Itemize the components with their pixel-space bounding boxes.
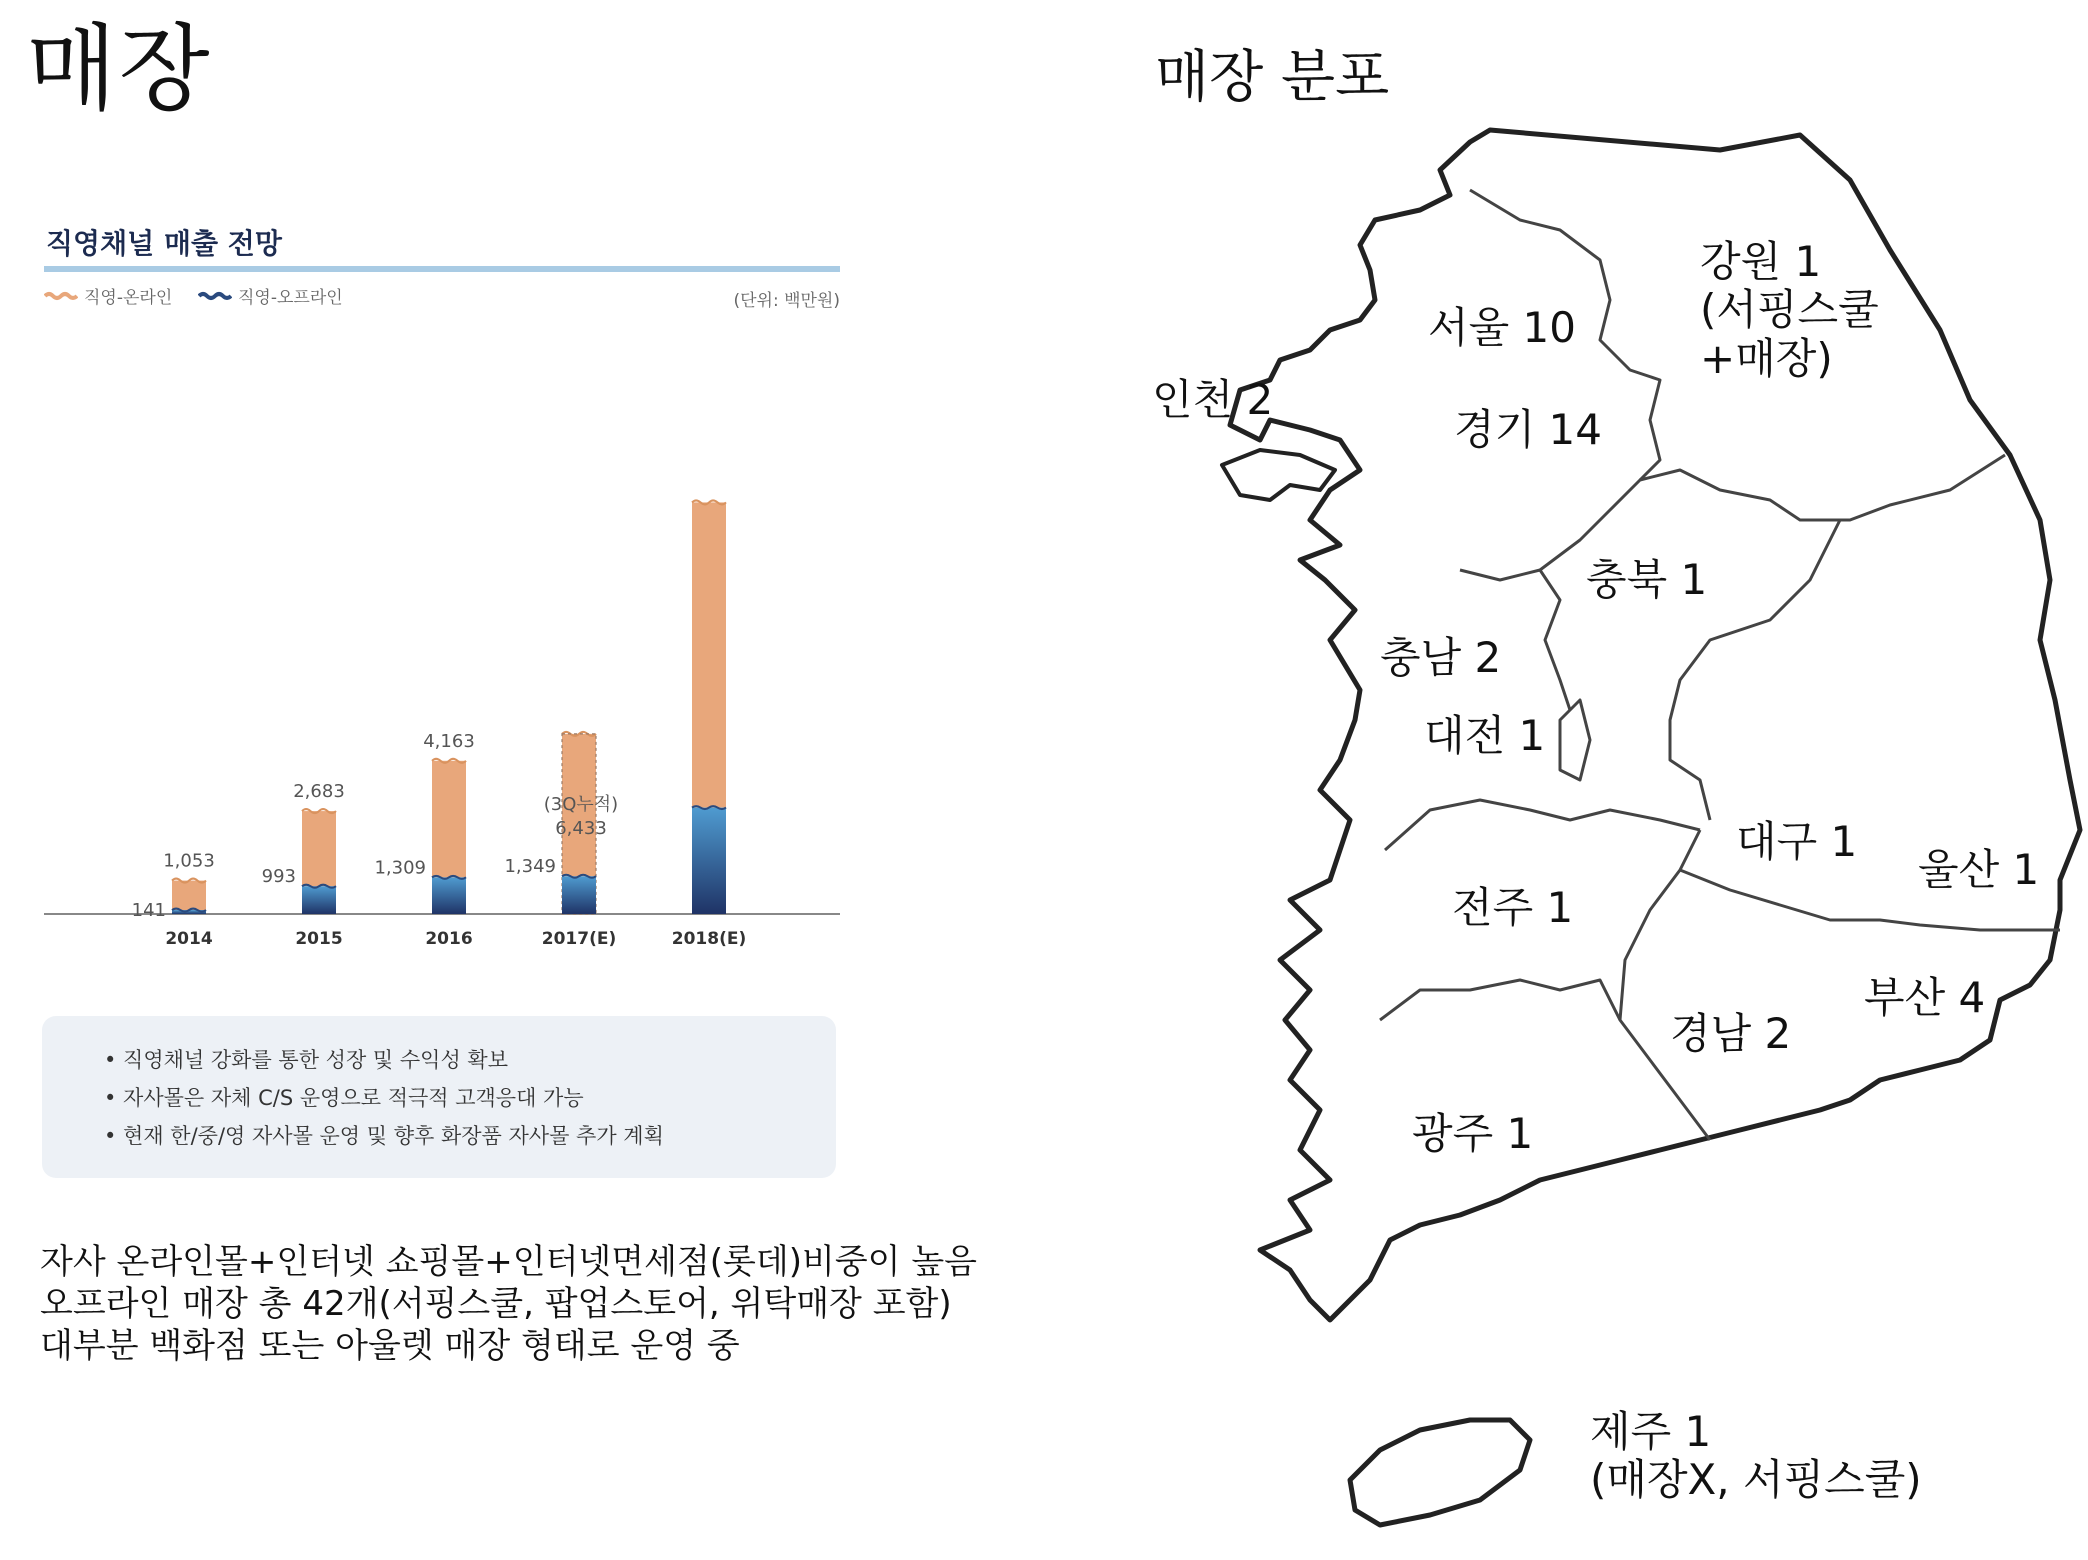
x-tick-label: 2016 xyxy=(425,929,473,949)
body-line: 대부분 백화점 또는 아울렛 매장 형태로 운영 중 xyxy=(40,1326,740,1366)
region-incheon: 인천 2 xyxy=(1152,375,1274,424)
data-label-online: 4,163 xyxy=(423,730,475,752)
data-label-offline: 1,309 xyxy=(374,857,426,879)
x-tick-label: 2015 xyxy=(295,929,343,949)
legend-online xyxy=(44,283,172,308)
legend-offline-swatch xyxy=(198,291,232,301)
region-seoul: 서울 10 xyxy=(1428,303,1576,352)
region-gyeonggi: 경기 14 xyxy=(1454,405,1602,454)
legend-online-swatch xyxy=(44,291,78,301)
region-gangwon: 강원 1 (서핑스쿨 +매장) xyxy=(1700,237,1879,383)
bar-offline xyxy=(432,877,466,914)
legend-offline xyxy=(198,283,343,308)
border-chungnam-jeonbuk xyxy=(1385,800,1700,850)
note-item: • 자사몰은 자체 C/S 운영으로 적극적 고객응대 가능 xyxy=(104,1086,584,1110)
region-chungnam: 충남 2 xyxy=(1380,633,1502,682)
x-tick-label: 2014 xyxy=(165,929,213,949)
data-label-offline: 141 xyxy=(131,900,166,922)
legend-online-label: 직영-온라인 xyxy=(84,288,173,308)
note-item: • 현재 한/중/영 자사몰 운영 및 향후 화장품 자사몰 추가 계획 xyxy=(104,1124,664,1148)
body-line: 오프라인 매장 총 42개(서핑스쿨, 팝업스토어, 위탁매장 포함) xyxy=(40,1284,952,1324)
mainland-outline xyxy=(1230,130,2080,1320)
x-tick-label: 2018(E) xyxy=(671,929,747,949)
bar-online xyxy=(302,811,336,886)
data-label-online: 6,433 xyxy=(555,817,607,839)
incheon-island xyxy=(1222,450,1335,500)
data-label-annotation: (3Q누적) xyxy=(543,793,619,815)
border-gyeonggi-chungbuk xyxy=(1540,455,2005,570)
border-jeonbuk-jeonnam xyxy=(1380,980,1620,1020)
chart-notes-box xyxy=(42,1016,836,1178)
map-title: 매장 분포 xyxy=(1155,45,1390,110)
sales-bar-chart xyxy=(44,480,844,960)
region-gwangju: 광주 1 xyxy=(1412,1109,1534,1158)
bar-offline xyxy=(302,886,336,914)
bar-offline xyxy=(692,808,726,914)
region-ulsan: 울산 1 xyxy=(1918,845,2040,894)
jeju-outline xyxy=(1350,1420,1530,1525)
note-item: • 직영채널 강화를 통한 성장 및 수익성 확보 xyxy=(104,1048,508,1072)
data-label-offline: 993 xyxy=(261,866,296,888)
region-chungbuk: 충북 1 xyxy=(1586,555,1708,604)
border-daejeon xyxy=(1560,700,1590,780)
slide-title: 매장 xyxy=(26,15,212,124)
chart-title-rule xyxy=(44,266,840,272)
body-line: 자사 온라인몰+인터넷 쇼핑몰+인터넷면세점(롯데)비중이 높음 xyxy=(40,1242,978,1282)
region-daegu: 대구 1 xyxy=(1736,817,1858,866)
bar-offline xyxy=(562,876,596,914)
region-jeju: 제주 1 (매장X, 서핑스쿨) xyxy=(1590,1407,1922,1505)
bar-online xyxy=(432,761,466,878)
data-label-offline: 1,349 xyxy=(504,856,556,878)
unit-note: (단위: 백만원) xyxy=(733,291,840,311)
korea-map xyxy=(1150,120,2088,1560)
chart-title: 직영채널 매출 전망 xyxy=(46,227,282,260)
bar-online xyxy=(692,502,726,807)
region-busan: 부산 4 xyxy=(1864,973,1986,1022)
region-jeonju: 전주 1 xyxy=(1452,883,1574,932)
legend-offline-label: 직영-오프라인 xyxy=(238,288,343,308)
region-daejeon: 대전 1 xyxy=(1424,711,1546,760)
bar-online xyxy=(172,881,206,910)
x-tick-label: 2017(E) xyxy=(541,929,617,949)
data-label-online: 1,053 xyxy=(163,850,215,872)
data-label-online: 2,683 xyxy=(293,781,345,803)
region-gyeongnam: 경남 2 xyxy=(1670,1009,1792,1058)
